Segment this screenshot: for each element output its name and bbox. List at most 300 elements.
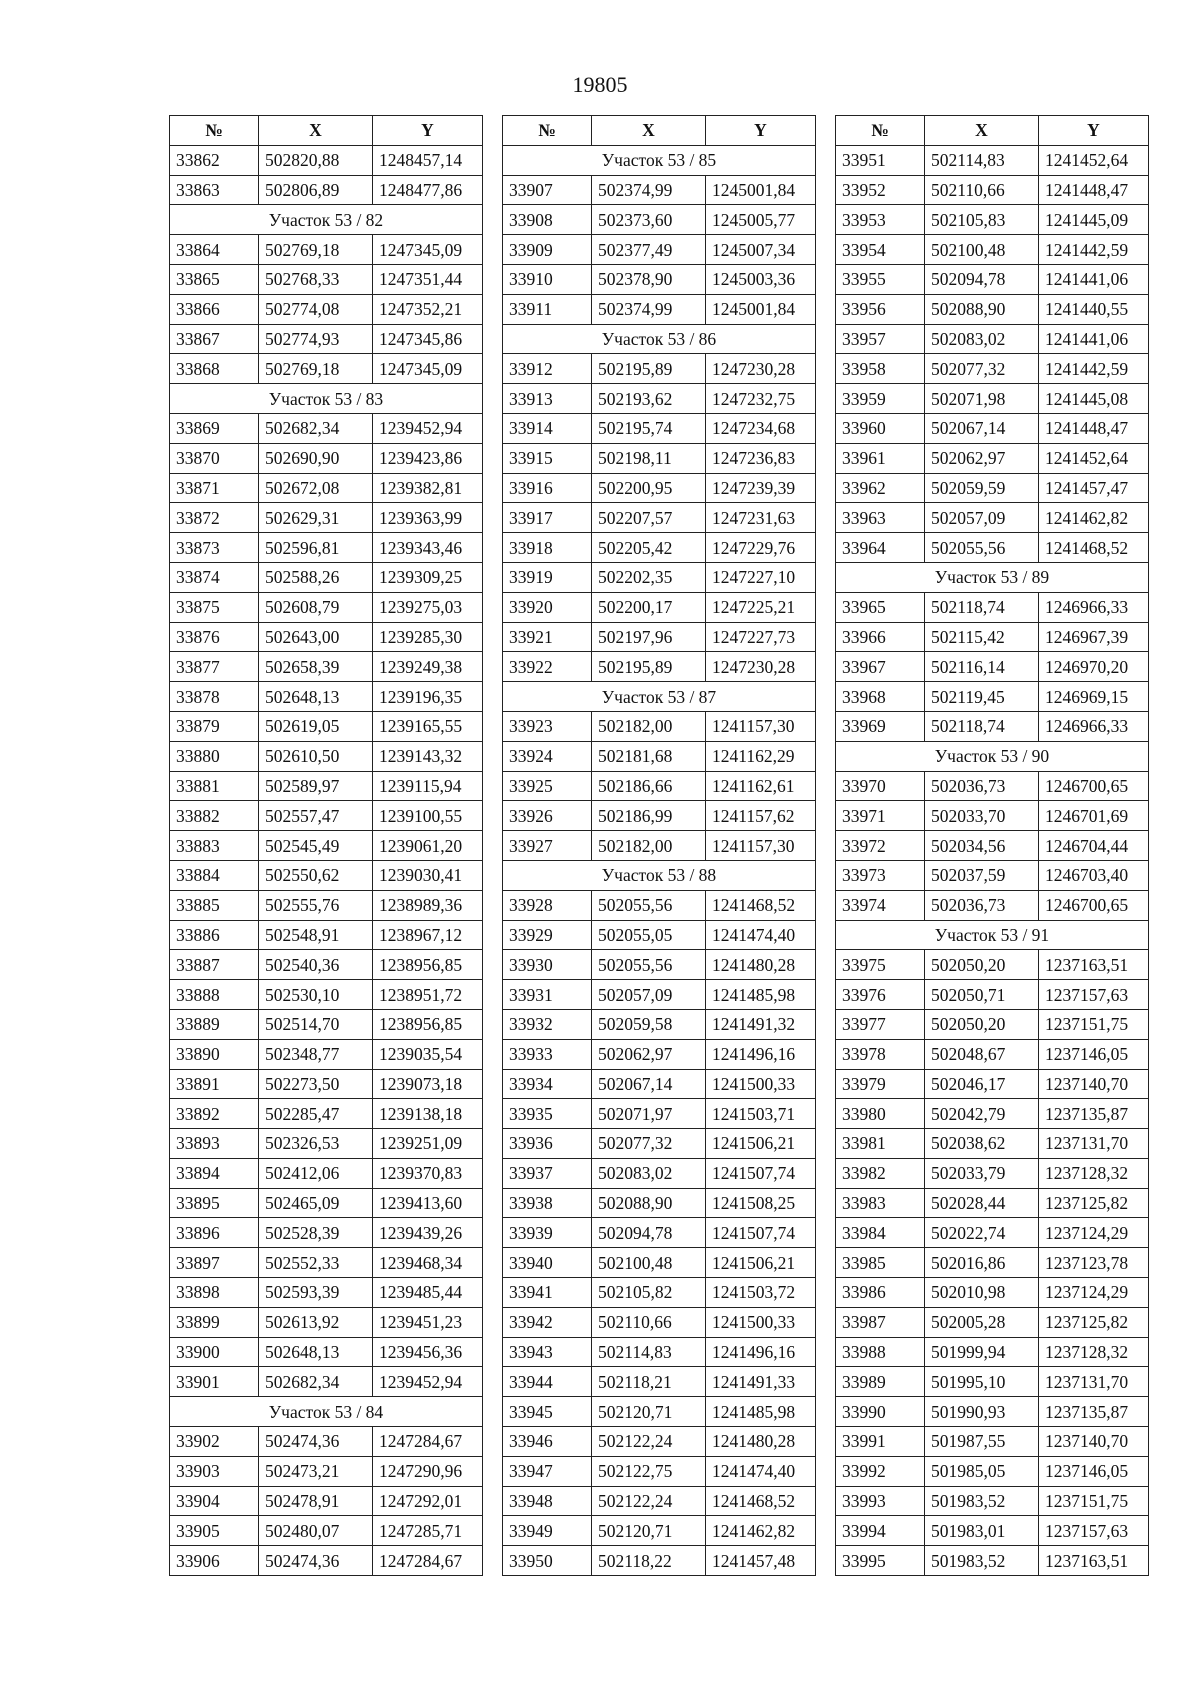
y-coordinate: 1241441,06 [1039,324,1149,354]
point-number: 33975 [836,950,925,980]
point-number: 33993 [836,1486,925,1516]
section-title: Участок 53 / 90 [836,741,1149,771]
x-coordinate: 502552,33 [259,1248,373,1278]
table-row [503,175,816,205]
y-coordinate: 1247230,28 [706,354,816,384]
header-y: Y [1039,116,1149,146]
y-coordinate: 1241496,16 [706,1039,816,1069]
table-row [836,950,1149,980]
point-number: 33970 [836,771,925,801]
point-number: 33909 [503,235,592,265]
table-row [836,890,1149,920]
table-row [836,235,1149,265]
table-row [836,1456,1149,1486]
y-coordinate: 1237151,75 [1039,1009,1149,1039]
point-number: 33868 [170,354,259,384]
y-coordinate: 1241448,47 [1039,175,1149,205]
point-number: 33987 [836,1307,925,1337]
table-row [836,264,1149,294]
y-coordinate: 1246967,39 [1039,622,1149,652]
y-coordinate: 1246700,65 [1039,890,1149,920]
table-row [170,622,483,652]
y-coordinate: 1247234,68 [706,413,816,443]
y-coordinate: 1247292,01 [373,1486,483,1516]
table-row [170,294,483,324]
y-coordinate: 1239115,94 [373,771,483,801]
point-number: 33973 [836,860,925,890]
coordinates-table-3 [835,115,1149,1576]
table-row [503,1367,816,1397]
section-row [503,324,816,354]
table-row [503,1218,816,1248]
table-row [503,1278,816,1308]
table-row [170,413,483,443]
table-row [836,1069,1149,1099]
table-header-row [170,116,483,146]
table-row [836,771,1149,801]
x-coordinate: 502105,82 [592,1278,706,1308]
table-row [503,1039,816,1069]
y-coordinate: 1237128,32 [1039,1337,1149,1367]
y-coordinate: 1238967,12 [373,920,483,950]
x-coordinate: 502120,71 [592,1516,706,1546]
x-coordinate: 502037,59 [925,860,1039,890]
x-coordinate: 502474,36 [259,1427,373,1457]
point-number: 33978 [836,1039,925,1069]
table-row [170,1307,483,1337]
x-coordinate: 502195,74 [592,413,706,443]
x-coordinate: 502105,83 [925,205,1039,235]
table-row [170,1039,483,1069]
y-coordinate: 1237135,87 [1039,1397,1149,1427]
x-coordinate: 502478,91 [259,1486,373,1516]
point-number: 33907 [503,175,592,205]
table-row [836,1188,1149,1218]
point-number: 33886 [170,920,259,950]
y-coordinate: 1239451,23 [373,1307,483,1337]
section-title: Участок 53 / 86 [503,324,816,354]
point-number: 33943 [503,1337,592,1367]
y-coordinate: 1247345,86 [373,324,483,354]
y-coordinate: 1247351,44 [373,264,483,294]
point-number: 33879 [170,711,259,741]
point-number: 33990 [836,1397,925,1427]
y-coordinate: 1241462,82 [706,1516,816,1546]
x-coordinate: 502034,56 [925,831,1039,861]
y-coordinate: 1241468,52 [706,890,816,920]
y-coordinate: 1245007,34 [706,235,816,265]
table-row [170,711,483,741]
y-coordinate: 1239030,41 [373,860,483,890]
x-coordinate: 502122,24 [592,1427,706,1457]
point-number: 33935 [503,1099,592,1129]
x-coordinate: 502119,45 [925,682,1039,712]
point-number: 33905 [170,1516,259,1546]
table-row [170,354,483,384]
section-title: Участок 53 / 88 [503,860,816,890]
x-coordinate: 502033,79 [925,1158,1039,1188]
x-coordinate: 502050,20 [925,950,1039,980]
x-coordinate: 502182,00 [592,711,706,741]
y-coordinate: 1238951,72 [373,980,483,1010]
y-coordinate: 1237157,63 [1039,980,1149,1010]
y-coordinate: 1246701,69 [1039,801,1149,831]
x-coordinate: 502088,90 [592,1188,706,1218]
x-coordinate: 502118,21 [592,1367,706,1397]
x-coordinate: 502682,34 [259,413,373,443]
point-number: 33927 [503,831,592,861]
point-number: 33936 [503,1129,592,1159]
point-number: 33929 [503,920,592,950]
x-coordinate: 502022,74 [925,1218,1039,1248]
table-row [836,682,1149,712]
y-coordinate: 1241448,47 [1039,413,1149,443]
x-coordinate: 502545,49 [259,831,373,861]
y-coordinate: 1246969,15 [1039,682,1149,712]
y-coordinate: 1239100,55 [373,801,483,831]
y-coordinate: 1241507,74 [706,1158,816,1188]
point-number: 33991 [836,1427,925,1457]
y-coordinate: 1247229,76 [706,533,816,563]
y-coordinate: 1239196,35 [373,682,483,712]
table-row [170,771,483,801]
point-number: 33895 [170,1188,259,1218]
table-row [836,1218,1149,1248]
point-number: 33955 [836,264,925,294]
point-number: 33977 [836,1009,925,1039]
x-coordinate: 502055,56 [592,890,706,920]
point-number: 33956 [836,294,925,324]
table-row [170,503,483,533]
x-coordinate: 502820,88 [259,145,373,175]
y-coordinate: 1239370,83 [373,1158,483,1188]
table-row [503,771,816,801]
table-header-row [503,116,816,146]
point-number: 33871 [170,473,259,503]
y-coordinate: 1246703,40 [1039,860,1149,890]
y-coordinate: 1237124,29 [1039,1278,1149,1308]
table-row [170,980,483,1010]
table-row [503,562,816,592]
point-number: 33981 [836,1129,925,1159]
point-number: 33944 [503,1367,592,1397]
point-number: 33962 [836,473,925,503]
y-coordinate: 1237163,51 [1039,950,1149,980]
point-number: 33984 [836,1218,925,1248]
y-coordinate: 1239413,60 [373,1188,483,1218]
x-coordinate: 502050,20 [925,1009,1039,1039]
table-row [836,1367,1149,1397]
y-coordinate: 1241157,30 [706,711,816,741]
table-row [503,354,816,384]
x-coordinate: 502067,14 [925,413,1039,443]
point-number: 33985 [836,1248,925,1278]
point-number: 33974 [836,890,925,920]
point-number: 33965 [836,592,925,622]
x-coordinate: 502118,74 [925,592,1039,622]
table-row [170,533,483,563]
x-coordinate: 502378,90 [592,264,706,294]
table-row [836,1307,1149,1337]
x-coordinate: 502596,81 [259,533,373,563]
point-number: 33891 [170,1069,259,1099]
table-row [836,622,1149,652]
y-coordinate: 1238989,36 [373,890,483,920]
y-coordinate: 1241508,25 [706,1188,816,1218]
coordinates-table-1 [169,115,483,1576]
section-row [836,741,1149,771]
x-coordinate: 502038,62 [925,1129,1039,1159]
point-number: 33924 [503,741,592,771]
point-number: 33950 [503,1546,592,1576]
table-row [836,1009,1149,1039]
y-coordinate: 1239452,94 [373,413,483,443]
table-row [503,264,816,294]
x-coordinate: 502067,14 [592,1069,706,1099]
table-row [503,1158,816,1188]
y-coordinate: 1238956,85 [373,950,483,980]
x-coordinate: 502055,56 [592,950,706,980]
point-number: 33928 [503,890,592,920]
point-number: 33989 [836,1367,925,1397]
table-row [836,1158,1149,1188]
x-coordinate: 502005,28 [925,1307,1039,1337]
point-number: 33967 [836,652,925,682]
point-number: 33983 [836,1188,925,1218]
section-row [170,1397,483,1427]
y-coordinate: 1237163,51 [1039,1546,1149,1576]
table-row [170,324,483,354]
y-coordinate: 1241496,16 [706,1337,816,1367]
point-number: 33919 [503,562,592,592]
point-number: 33976 [836,980,925,1010]
point-number: 33995 [836,1546,925,1576]
point-number: 33922 [503,652,592,682]
point-number: 33980 [836,1099,925,1129]
y-coordinate: 1239143,32 [373,741,483,771]
point-number: 33902 [170,1427,259,1457]
section-row [836,562,1149,592]
table-row [836,1337,1149,1367]
x-coordinate: 501985,05 [925,1456,1039,1486]
table-row [503,1188,816,1218]
table-row [836,205,1149,235]
point-number: 33934 [503,1069,592,1099]
point-number: 33883 [170,831,259,861]
table-row [836,413,1149,443]
x-coordinate: 502036,73 [925,771,1039,801]
table-row [503,1009,816,1039]
point-number: 33872 [170,503,259,533]
y-coordinate: 1239275,03 [373,592,483,622]
x-coordinate: 502473,21 [259,1456,373,1486]
y-coordinate: 1247231,63 [706,503,816,533]
point-number: 33948 [503,1486,592,1516]
x-coordinate: 501983,52 [925,1486,1039,1516]
x-coordinate: 501990,93 [925,1397,1039,1427]
x-coordinate: 502769,18 [259,354,373,384]
header-x: X [592,116,706,146]
point-number: 33875 [170,592,259,622]
point-number: 33979 [836,1069,925,1099]
page-number: 19805 [572,72,628,97]
table-row [503,1486,816,1516]
y-coordinate: 1241474,40 [706,920,816,950]
y-coordinate: 1247230,28 [706,652,816,682]
table-row [170,1367,483,1397]
table-row [170,1248,483,1278]
x-coordinate: 502062,97 [925,443,1039,473]
x-coordinate: 502083,02 [925,324,1039,354]
y-coordinate: 1241462,82 [1039,503,1149,533]
y-coordinate: 1247239,39 [706,473,816,503]
x-coordinate: 502062,97 [592,1039,706,1069]
y-coordinate: 1239073,18 [373,1069,483,1099]
y-coordinate: 1237128,32 [1039,1158,1149,1188]
table-row [503,235,816,265]
point-number: 33877 [170,652,259,682]
x-coordinate: 502036,73 [925,890,1039,920]
x-coordinate: 502115,42 [925,622,1039,652]
x-coordinate: 502118,74 [925,711,1039,741]
y-coordinate: 1246700,65 [1039,771,1149,801]
x-coordinate: 502094,78 [592,1218,706,1248]
point-number: 33946 [503,1427,592,1457]
x-coordinate: 502055,56 [925,533,1039,563]
y-coordinate: 1237125,82 [1039,1188,1149,1218]
x-coordinate: 502643,00 [259,622,373,652]
header-num: № [836,116,925,146]
table-row [836,294,1149,324]
point-number: 33940 [503,1248,592,1278]
header-num: № [170,116,259,146]
y-coordinate: 1245003,36 [706,264,816,294]
table-row [503,920,816,950]
x-coordinate: 502285,47 [259,1099,373,1129]
table-row [170,741,483,771]
table-row [836,145,1149,175]
x-coordinate: 502672,08 [259,473,373,503]
point-number: 33915 [503,443,592,473]
x-coordinate: 502182,00 [592,831,706,861]
table-row [170,1427,483,1457]
table-row [836,1427,1149,1457]
point-number: 33888 [170,980,259,1010]
x-coordinate: 502186,99 [592,801,706,831]
x-coordinate: 502806,89 [259,175,373,205]
point-number: 33931 [503,980,592,1010]
x-coordinate: 502122,75 [592,1456,706,1486]
y-coordinate: 1239061,20 [373,831,483,861]
x-coordinate: 502373,60 [592,205,706,235]
y-coordinate: 1241457,47 [1039,473,1149,503]
x-coordinate: 502412,06 [259,1158,373,1188]
table-row [170,175,483,205]
section-row [836,920,1149,950]
header-x: X [259,116,373,146]
point-number: 33876 [170,622,259,652]
table-row [836,1248,1149,1278]
table-row [170,1129,483,1159]
table-row [836,1129,1149,1159]
point-number: 33917 [503,503,592,533]
y-coordinate: 1239456,36 [373,1337,483,1367]
table-row [503,443,816,473]
x-coordinate: 502071,98 [925,384,1039,414]
point-number: 33867 [170,324,259,354]
x-coordinate: 502690,90 [259,443,373,473]
section-title: Участок 53 / 87 [503,682,816,712]
table-row [836,980,1149,1010]
point-number: 33901 [170,1367,259,1397]
x-coordinate: 502207,57 [592,503,706,533]
y-coordinate: 1247345,09 [373,354,483,384]
header-y: Y [373,116,483,146]
x-coordinate: 502071,97 [592,1099,706,1129]
y-coordinate: 1241442,59 [1039,354,1149,384]
table-row [836,860,1149,890]
section-title: Участок 53 / 85 [503,145,816,175]
x-coordinate: 502629,31 [259,503,373,533]
table-row [170,1337,483,1367]
point-number: 33945 [503,1397,592,1427]
y-coordinate: 1241506,21 [706,1129,816,1159]
y-coordinate: 1241506,21 [706,1248,816,1278]
y-coordinate: 1239165,55 [373,711,483,741]
x-coordinate: 502110,66 [925,175,1039,205]
point-number: 33890 [170,1039,259,1069]
x-coordinate: 502083,02 [592,1158,706,1188]
table-row [503,652,816,682]
table-row [503,1397,816,1427]
table-row [170,473,483,503]
x-coordinate: 502682,34 [259,1367,373,1397]
table-row [503,980,816,1010]
header-x: X [925,116,1039,146]
x-coordinate: 502465,09 [259,1188,373,1218]
table-row [836,1516,1149,1546]
x-coordinate: 502608,79 [259,592,373,622]
y-coordinate: 1239363,99 [373,503,483,533]
y-coordinate: 1241503,71 [706,1099,816,1129]
point-number: 33864 [170,235,259,265]
x-coordinate: 502205,42 [592,533,706,563]
y-coordinate: 1248477,86 [373,175,483,205]
x-coordinate: 502548,91 [259,920,373,950]
table-row [503,1129,816,1159]
x-coordinate: 502114,83 [925,145,1039,175]
table-row [836,711,1149,741]
table-row [503,1337,816,1367]
y-coordinate: 1241457,48 [706,1546,816,1576]
point-number: 33874 [170,562,259,592]
x-coordinate: 501983,01 [925,1516,1039,1546]
x-coordinate: 502059,59 [925,473,1039,503]
point-number: 33911 [503,294,592,324]
point-number: 33897 [170,1248,259,1278]
point-number: 33941 [503,1278,592,1308]
point-number: 33930 [503,950,592,980]
y-coordinate: 1239285,30 [373,622,483,652]
x-coordinate: 502348,77 [259,1039,373,1069]
table-row [503,711,816,741]
point-number: 33887 [170,950,259,980]
table-row [170,1069,483,1099]
x-coordinate: 502198,11 [592,443,706,473]
table-row [836,831,1149,861]
table-row [836,443,1149,473]
coordinates-table-2 [502,115,816,1576]
